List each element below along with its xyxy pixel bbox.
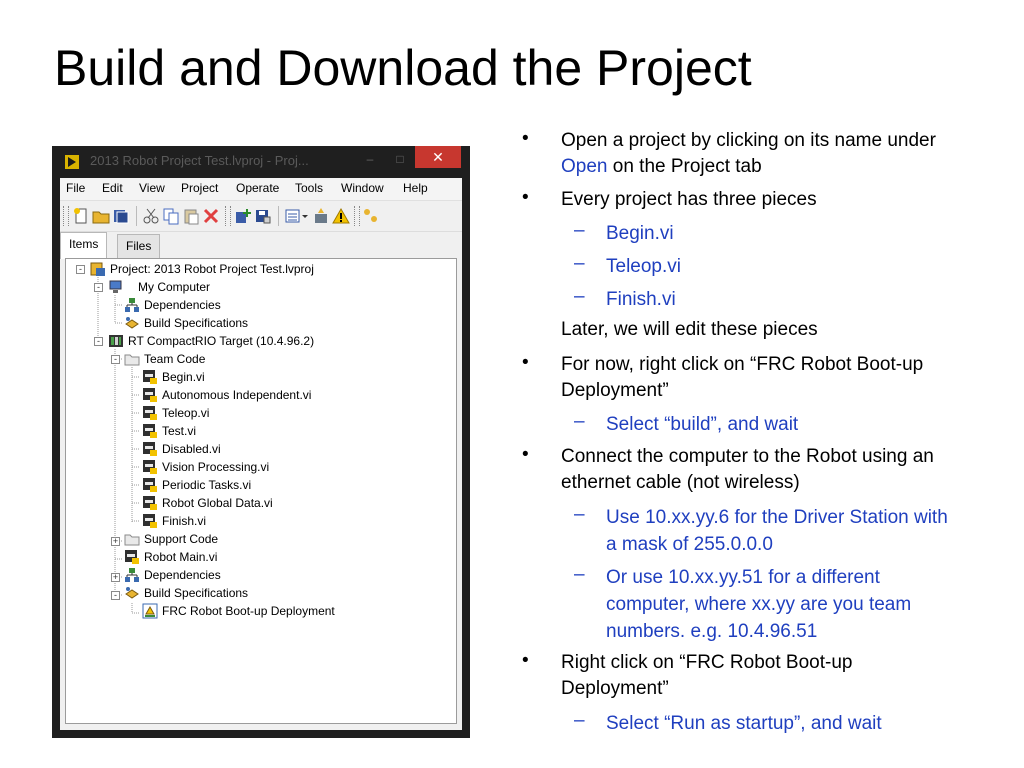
dependencies-icon bbox=[124, 297, 140, 313]
dropdown-arrow-icon[interactable] bbox=[300, 207, 310, 225]
toolbar-separator bbox=[136, 206, 137, 226]
vi-icon bbox=[124, 549, 140, 565]
open-folder-icon[interactable] bbox=[92, 207, 110, 225]
cut-icon[interactable] bbox=[142, 207, 160, 225]
toolbar-grip[interactable] bbox=[63, 206, 69, 226]
add-to-project-icon[interactable] bbox=[234, 207, 252, 225]
vi-icon bbox=[142, 369, 158, 385]
vi-icon bbox=[142, 441, 158, 457]
collapse-toggle-project[interactable]: - bbox=[76, 265, 85, 274]
toolbar-grip[interactable] bbox=[354, 206, 360, 226]
new-icon[interactable] bbox=[72, 207, 90, 225]
vi-icon bbox=[142, 405, 158, 421]
deployment-icon bbox=[142, 603, 158, 619]
vi-icon bbox=[142, 459, 158, 475]
close-button[interactable]: ✕ bbox=[415, 146, 461, 168]
build-specifications-icon bbox=[124, 315, 140, 331]
menu-project[interactable]: Project bbox=[181, 181, 219, 195]
computer-icon bbox=[108, 279, 124, 295]
slide-title: Build and Download the Project bbox=[54, 40, 752, 96]
vi-icon bbox=[142, 423, 158, 439]
copy-icon[interactable] bbox=[162, 207, 180, 225]
collapse-toggle-compactrio[interactable]: - bbox=[94, 337, 103, 346]
warning-icon[interactable] bbox=[332, 207, 350, 225]
menu-operate[interactable]: Operate bbox=[236, 181, 280, 195]
window-client-area bbox=[60, 178, 462, 730]
project-tree: - - - - + + - Project: 2013 Robot Project Test.lvproj My Computer Dependencies Build Specifications RT CompactRIO Target (10.4.96.2) Team Code Begin.vi Autonomous Independent.vi Teleop.vi Test.vi Disabled.vi Vision Processing.vi Periodic Tasks.vi Robot Global Data.vi Finish.vi Support Code Robot Main.vi Dependencies Build Specifications FRC Robot Boot-up Deployment bbox=[65, 258, 457, 724]
collapse-toggle-team-code[interactable]: - bbox=[111, 355, 120, 364]
save-project-icon[interactable] bbox=[254, 207, 272, 225]
expand-toggle-dependencies[interactable]: + bbox=[112, 572, 119, 582]
folder-icon bbox=[124, 351, 140, 367]
menu-view[interactable]: View bbox=[139, 181, 165, 195]
vi-icon bbox=[142, 495, 158, 511]
collapse-toggle-my-computer[interactable]: - bbox=[94, 283, 103, 292]
menu-file[interactable]: File bbox=[66, 181, 86, 195]
dependencies-toolbar-icon[interactable] bbox=[362, 207, 380, 225]
open-link[interactable]: Open bbox=[561, 156, 608, 177]
project-icon bbox=[90, 261, 106, 277]
compactrio-icon bbox=[108, 333, 124, 349]
window-title: 2013 Robot Project Test.lvproj - Proj... bbox=[90, 153, 309, 168]
tab-files[interactable]: Files bbox=[117, 234, 160, 258]
menu-edit[interactable]: Edit bbox=[102, 181, 123, 195]
vi-icon bbox=[142, 513, 158, 529]
menu-help[interactable]: Help bbox=[403, 181, 428, 195]
maximize-button[interactable]: □ bbox=[396, 152, 404, 166]
menu-window[interactable]: Window bbox=[341, 181, 384, 195]
dependencies-icon bbox=[124, 567, 140, 583]
paste-icon[interactable] bbox=[182, 207, 200, 225]
project-explorer-window bbox=[52, 146, 470, 738]
labview-project-icon bbox=[64, 154, 80, 170]
toolbar-separator bbox=[278, 206, 279, 226]
build-specifications-icon bbox=[124, 585, 140, 601]
vi-icon bbox=[142, 477, 158, 493]
menu-bar bbox=[60, 178, 462, 201]
collapse-toggle-build-specifications[interactable]: - bbox=[111, 591, 120, 600]
window-titlebar[interactable] bbox=[52, 146, 470, 178]
deploy-icon[interactable] bbox=[312, 207, 330, 225]
menu-tools[interactable]: Tools bbox=[295, 181, 324, 195]
delete-icon[interactable] bbox=[202, 207, 220, 225]
bullet-note: Later, we will edit these pieces bbox=[561, 319, 818, 340]
explorer-tabs bbox=[60, 232, 462, 258]
tab-items[interactable]: Items bbox=[60, 232, 107, 259]
expand-toggle-support-code[interactable]: + bbox=[112, 536, 119, 546]
toolbar bbox=[60, 201, 462, 232]
save-all-icon[interactable] bbox=[112, 207, 130, 225]
minimize-button[interactable]: – bbox=[366, 152, 374, 166]
vi-icon bbox=[142, 387, 158, 403]
toolbar-grip[interactable] bbox=[225, 206, 231, 226]
folder-icon bbox=[124, 531, 140, 547]
